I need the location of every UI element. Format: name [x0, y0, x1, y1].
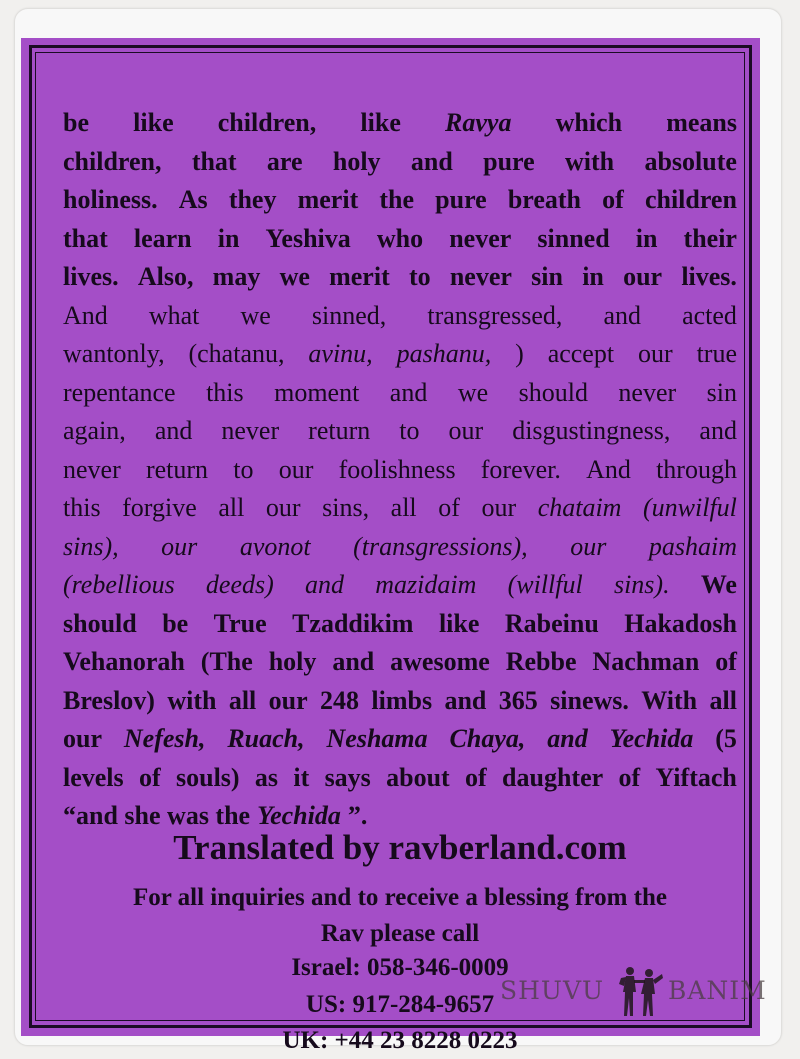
text-word: levels	[63, 762, 124, 792]
text-line	[63, 566, 737, 605]
text-word: like	[133, 108, 174, 137]
text-word: and	[389, 377, 428, 407]
phone-us: US: 917-284-9657	[305, 991, 495, 1018]
text-word: holiness.	[63, 185, 158, 214]
text-word: avinu,	[308, 339, 373, 368]
text-word: all	[390, 493, 417, 522]
text-word: it	[293, 762, 310, 792]
text-word: sinned,	[311, 300, 387, 330]
text-word: souls)	[175, 762, 240, 792]
text-word: holy	[332, 146, 381, 176]
text-word: of	[715, 647, 737, 676]
text-word: to	[399, 416, 420, 445]
text-word: with	[167, 685, 217, 715]
phone-israel: Israel: 058-346-0009	[291, 954, 509, 981]
text-word: True	[213, 608, 267, 638]
text-word: and	[444, 685, 487, 715]
dancing-figures-icon	[618, 964, 664, 1020]
text-word: which	[555, 108, 623, 137]
text-line	[63, 258, 737, 297]
text-word: our	[570, 531, 607, 561]
text-line	[63, 374, 737, 413]
text-word: of	[602, 185, 624, 214]
text-word: that	[63, 223, 108, 253]
text-word: what	[148, 300, 200, 330]
text-word: pure	[435, 185, 487, 214]
text-word: they	[228, 185, 277, 214]
text-word: never	[63, 454, 121, 484]
text-word: our	[268, 685, 308, 715]
text-word: Hakadosh	[624, 608, 737, 638]
text-word: with	[565, 146, 615, 176]
text-word: and	[305, 570, 345, 599]
text-line	[63, 220, 737, 259]
text-word: breath	[507, 185, 582, 214]
text-word: this	[63, 493, 101, 522]
text-word: our	[265, 493, 301, 522]
text-word: (chatanu,	[188, 339, 285, 368]
text-word: We	[700, 570, 737, 599]
text-word: sinews.	[550, 685, 629, 715]
text-word: Yechida	[257, 801, 341, 830]
text-word: who	[376, 223, 424, 253]
watermark-text-left: SHUVU	[500, 976, 605, 1005]
text-word: absolute	[644, 146, 737, 176]
text-word: are	[266, 146, 303, 176]
text-word: that	[191, 146, 237, 176]
text-word: their	[683, 223, 737, 253]
text-word: of	[138, 762, 161, 792]
text-word: return	[308, 416, 371, 445]
text-word: And	[586, 454, 631, 484]
text-word: Yechida	[609, 724, 694, 753]
text-word: acted	[682, 300, 737, 330]
text-word: and	[547, 724, 588, 753]
text-word: Nefesh,	[123, 724, 206, 753]
text-word: never	[449, 223, 512, 253]
phone-uk: UK: +44 23 8228 0223	[282, 1027, 518, 1054]
text-word: and	[699, 416, 737, 445]
text-word: Ruach,	[227, 724, 305, 753]
shuvu-banim-watermark	[496, 962, 786, 1022]
text-word: lives.	[681, 262, 737, 291]
text-word: ”.	[347, 801, 368, 830]
text-word: 365	[498, 685, 538, 715]
text-line	[63, 181, 737, 220]
text-word: children	[644, 185, 737, 214]
inquiry-line-1: For all inquiries and to receive a blessing from the	[132, 884, 667, 911]
text-word: as	[254, 762, 279, 792]
text-word: With	[641, 685, 698, 715]
inquiry-line-2: Rav please call	[320, 920, 480, 947]
text-word: in	[217, 223, 240, 253]
text-word: Vehanorah	[63, 647, 185, 676]
text-word: to	[408, 262, 431, 291]
text-word: of	[618, 762, 641, 792]
text-word: through	[656, 454, 737, 484]
text-word: Rabeinu	[504, 608, 599, 638]
text-word: our	[161, 531, 198, 561]
text-word: (rebellious	[63, 570, 175, 599]
text-word: lives.	[63, 262, 119, 291]
text-word: As	[178, 185, 208, 214]
text-word: we	[457, 377, 489, 407]
text-line	[63, 104, 737, 143]
text-word: Rebbe	[505, 647, 577, 676]
text-line	[63, 682, 737, 721]
inquiry-text	[63, 880, 737, 952]
text-word: awesome	[390, 647, 490, 676]
text-word: repentance	[63, 377, 176, 407]
text-word: to	[233, 454, 254, 484]
text-word: Yiftach	[655, 762, 737, 792]
text-word: return	[145, 454, 209, 484]
text-word: children,	[63, 146, 162, 176]
text-word: and	[603, 300, 641, 330]
text-line	[63, 528, 737, 567]
watermark-text-right: BANIM	[668, 976, 767, 1005]
text-line	[63, 489, 737, 528]
text-word: our	[448, 416, 484, 445]
text-word: 248	[320, 685, 360, 715]
text-word: be	[63, 108, 89, 137]
text-word: like	[438, 608, 480, 638]
text-word: the	[379, 185, 415, 214]
text-word: we	[240, 300, 271, 330]
text-word: about	[386, 762, 450, 792]
text-word: transgressed,	[427, 300, 563, 330]
text-word: wantonly,	[63, 339, 165, 368]
text-word: our	[481, 493, 517, 522]
text-word: of	[438, 493, 460, 522]
text-word: disgustingness,	[512, 416, 671, 445]
text-word: merit	[297, 185, 359, 214]
text-word: Chaya,	[449, 724, 526, 753]
text-word: sinned	[537, 223, 610, 253]
text-line	[63, 335, 737, 374]
text-word: and	[410, 146, 453, 176]
text-word: forever.	[480, 454, 561, 484]
text-word: in	[582, 262, 604, 291]
text-line	[63, 720, 737, 759]
text-word: like	[360, 108, 401, 137]
text-word: limbs	[371, 685, 433, 715]
text-word: never	[618, 377, 677, 407]
text-word: chataim	[537, 493, 622, 522]
text-word: sins),	[63, 531, 119, 561]
text-word: our	[637, 339, 673, 368]
text-word: avonot	[239, 531, 311, 561]
text-word: again,	[63, 416, 126, 445]
text-word: we	[279, 262, 310, 291]
text-word: merit	[329, 262, 390, 291]
text-word: may	[212, 262, 261, 291]
text-word: and	[332, 647, 375, 676]
text-word: pure	[483, 146, 535, 176]
text-word: of	[465, 762, 487, 792]
text-line	[63, 412, 737, 451]
text-word: Nachman	[592, 647, 700, 676]
text-word: our	[623, 262, 663, 291]
text-line	[63, 297, 737, 336]
text-word: our	[278, 454, 314, 484]
text-word: should	[518, 377, 588, 407]
text-word: And	[63, 300, 108, 330]
text-word: Tzaddikim	[292, 608, 414, 638]
text-word: means	[666, 108, 737, 137]
text-word: moment	[274, 377, 360, 407]
text-word: holy	[268, 647, 317, 676]
text-word: true	[696, 339, 737, 368]
text-word: this	[206, 377, 244, 407]
text-word: (The	[200, 647, 253, 676]
translated-by-credit: Translated by ravberland.com	[173, 828, 627, 867]
text-line	[63, 451, 737, 490]
text-line	[63, 143, 737, 182]
text-word: all	[218, 493, 245, 522]
text-word: says	[324, 762, 371, 792]
text-word: pashaim	[648, 531, 737, 561]
text-word: )	[515, 339, 524, 368]
text-word: pashanu,	[396, 339, 492, 368]
text-word: all	[228, 685, 257, 715]
text-word: Neshama	[326, 724, 428, 753]
text-word: sin	[531, 262, 563, 291]
prayer-text	[63, 104, 737, 836]
text-word: “and she was the	[63, 801, 251, 830]
text-word: be	[162, 608, 189, 638]
text-word: Breslov)	[63, 685, 155, 715]
text-word: sin	[706, 377, 737, 407]
prayer-card	[21, 38, 760, 1054]
text-word: Ravya	[445, 108, 512, 137]
text-word: never	[221, 416, 280, 445]
text-word: in	[635, 223, 658, 253]
text-word: all	[709, 685, 737, 715]
text-word: (willful	[507, 570, 583, 599]
text-word: children,	[217, 108, 317, 137]
text-word: deeds)	[205, 570, 274, 599]
text-word: (5	[715, 724, 737, 753]
text-line	[63, 605, 737, 644]
text-word: our	[63, 724, 102, 753]
text-word: and	[154, 416, 193, 445]
text-word: mazidaim	[375, 570, 477, 599]
text-word: daughter	[502, 762, 604, 792]
text-word: accept	[547, 339, 615, 368]
text-word: Also,	[137, 262, 194, 291]
text-line	[63, 643, 737, 682]
text-word: Yeshiva	[265, 223, 351, 253]
text-word: never	[449, 262, 512, 291]
text-word: should	[63, 608, 137, 638]
text-word: (transgressions),	[353, 531, 528, 561]
text-word: sins,	[322, 493, 370, 522]
text-word: (unwilful	[643, 493, 737, 522]
text-word: forgive	[122, 493, 197, 522]
text-word: foolishness	[338, 454, 456, 484]
text-word: sins).	[613, 570, 670, 599]
text-word: learn	[133, 223, 192, 253]
text-line	[63, 759, 737, 798]
